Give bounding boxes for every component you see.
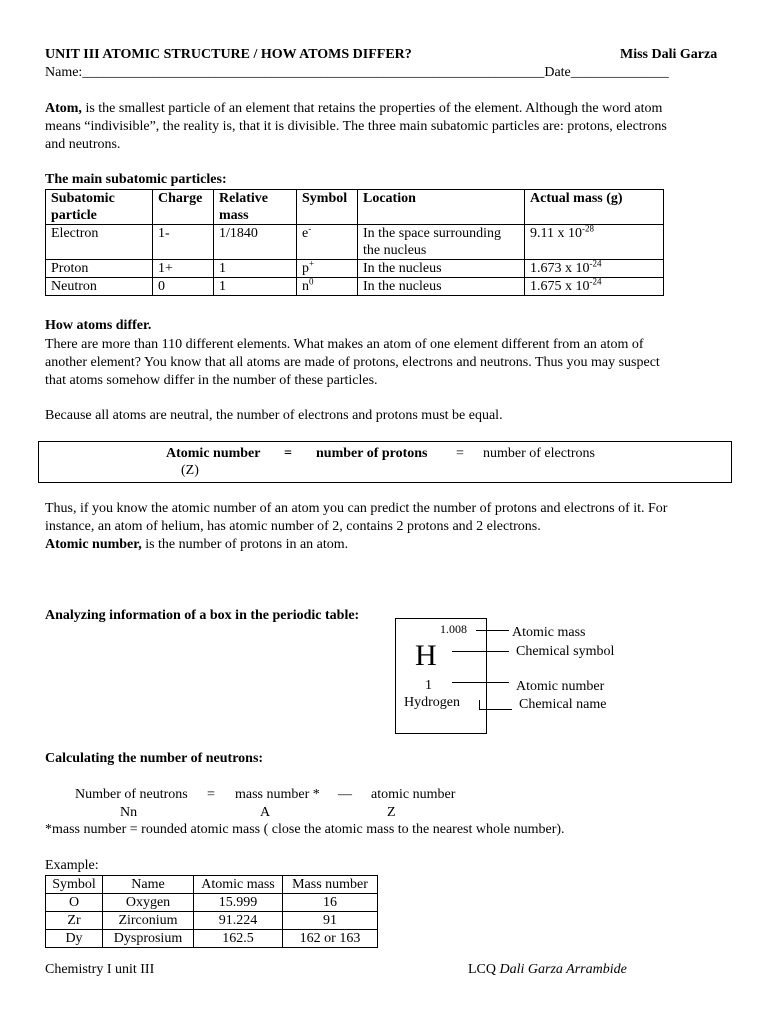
formula-protons: number of protons: [316, 446, 428, 461]
header-cell: Mass number: [283, 876, 378, 894]
cell-symbol: Zr: [46, 912, 103, 930]
label-chemical-symbol: Chemical symbol: [516, 644, 615, 659]
formula-neutrons-equals: =: [207, 787, 215, 802]
cell-mass-number: 16: [283, 894, 378, 912]
label-atomic-mass: Atomic mass: [512, 625, 586, 640]
symbol-superscript: +: [309, 258, 315, 269]
cell-symbol: O: [46, 894, 103, 912]
table-header-row: [46, 876, 378, 894]
formula-neutrons-lhs: Number of neutrons: [75, 787, 188, 802]
footer-left: Chemistry I unit III: [45, 962, 155, 977]
neutrons-heading: Calculating the number of neutrons:: [45, 751, 264, 766]
formula-atomic-number: atomic number: [371, 787, 456, 802]
symbol-superscript: -: [308, 223, 312, 234]
header-cell: Name: [103, 876, 194, 894]
cell-atomic-mass: 91.224: [194, 912, 283, 930]
header-cell: Actual mass (g): [525, 190, 664, 225]
differ-line-1: There are more than 110 different elements. What makes an atom of one element different from an atom of: [45, 337, 644, 352]
neutral-statement: Because all atoms are neutral, the number of electrons and protons must be equal.: [45, 408, 503, 423]
intro-paragraph: [45, 100, 725, 154]
particle-symbol: [297, 278, 358, 296]
formula-minus: —: [338, 787, 352, 802]
mass-exponent: -24: [589, 276, 602, 287]
differ-line-3: that atoms somehow differ in the number of these particles.: [45, 373, 378, 388]
particle-symbol: [297, 260, 358, 278]
formula-mass-number: mass number *: [235, 787, 320, 802]
symbol-letter: n: [302, 279, 309, 294]
footer-right-prefix: LCQ: [468, 962, 500, 977]
example-table: [45, 875, 378, 948]
cell-atomic-mass: 15.999: [194, 894, 283, 912]
formula-electrons: number of electrons: [483, 446, 595, 461]
cell-mass-number: 91: [283, 912, 378, 930]
header-cell: Symbol: [46, 876, 103, 894]
mass-base: 9.11 x 10: [530, 226, 582, 241]
date-blank: ______________: [570, 65, 669, 80]
particle-name: Electron: [46, 225, 153, 260]
particle-actual-mass: [525, 225, 664, 260]
particles-table: [45, 189, 664, 296]
table-header-row: [46, 190, 664, 225]
particle-location: In the space surrounding the nucleus: [358, 225, 525, 260]
mass-number-note: *mass number = rounded atomic mass ( close the atomic mass to the nearest whole number).: [45, 822, 565, 837]
particle-charge: 1-: [153, 225, 214, 260]
cell-name: Oxygen: [103, 894, 194, 912]
table-row: [46, 930, 378, 948]
element-name: Hydrogen: [404, 695, 460, 710]
differ-paragraph: [45, 336, 725, 390]
header-cell: Location: [358, 190, 525, 225]
table-row: [46, 260, 664, 278]
particle-actual-mass: [525, 278, 664, 296]
particle-location: In the nucleus: [358, 278, 525, 296]
cell-symbol: Dy: [46, 930, 103, 948]
atomic-mass-pointer: [476, 630, 509, 631]
element-symbol: H: [415, 639, 437, 672]
particle-name: Proton: [46, 260, 153, 278]
thus-paragraph: [45, 500, 725, 554]
header-cell: Subatomic particle: [46, 190, 153, 225]
particle-name: Neutron: [46, 278, 153, 296]
footer-right: [468, 962, 627, 978]
particle-location: In the nucleus: [358, 260, 525, 278]
particle-relative-mass: 1: [214, 278, 297, 296]
intro-line-1: is the smallest particle of an element that retains the properties of the element. Although the word atom: [81, 101, 663, 116]
chemical-symbol-pointer: [452, 651, 509, 652]
particle-charge: 1+: [153, 260, 214, 278]
cell-mass-number: 162 or 163: [283, 930, 378, 948]
thus-line-2: instance, an atom of helium, has atomic number of 2, contains 2 protons and 2 electrons.: [45, 519, 541, 534]
cell-atomic-mass: 162.5: [194, 930, 283, 948]
formula-nn: Nn: [120, 805, 138, 820]
periodic-heading: Analyzing information of a box in the periodic table:: [45, 608, 360, 623]
formula-atomic-number: Atomic number: [166, 446, 261, 461]
formula-equals-1: =: [284, 446, 292, 461]
chemical-name-pointer: [479, 709, 512, 710]
cell-name: Dysprosium: [103, 930, 194, 948]
thus-line-1: Thus, if you know the atomic number of an atom you can predict the number of protons and electrons of it. For: [45, 501, 668, 516]
page-title: UNIT III ATOMIC STRUCTURE / HOW ATOMS DIFFER?: [45, 47, 412, 62]
atomic-number-pointer: [452, 682, 509, 683]
particle-relative-mass: 1/1840: [214, 225, 297, 260]
intro-term: Atom,: [45, 101, 82, 116]
label-chemical-name: Chemical name: [519, 697, 607, 712]
periodic-element-box: [395, 618, 487, 734]
name-blank: __________________________________________________________________: [82, 65, 545, 80]
differ-line-2: another element? You know that all atoms are made of protons, electrons and neutrons. Thus you may suspect: [45, 355, 660, 370]
particles-heading: The main subatomic particles:: [45, 172, 227, 187]
particle-actual-mass: [525, 260, 664, 278]
footer-author: Dali Garza Arrambide: [499, 962, 627, 977]
formula-equals-2: =: [456, 446, 464, 461]
header-cell: Atomic mass: [194, 876, 283, 894]
definition-text: is the number of protons in an atom.: [141, 537, 349, 552]
teacher-name: Miss Dali Garza: [620, 47, 718, 62]
definition-term: Atomic number,: [45, 537, 142, 552]
table-row: [46, 225, 664, 260]
intro-line-2: means “indivisible”, the reality is, that it is divisible. The three main subatomic particles are: protons, electrons: [45, 119, 667, 134]
mass-exponent: -24: [589, 258, 602, 269]
atomic-number-formula-box: [38, 441, 732, 483]
symbol-letter: p: [302, 261, 309, 276]
chemical-name-pointer-tick: [479, 700, 480, 710]
header-cell: Charge: [153, 190, 214, 225]
name-line: [45, 65, 669, 81]
element-atomic-number: 1: [425, 678, 432, 693]
name-label: Name:: [45, 65, 83, 80]
particle-relative-mass: 1: [214, 260, 297, 278]
formula-z-neutrons: Z: [387, 805, 396, 820]
element-atomic-mass: 1.008: [440, 622, 467, 636]
intro-line-3: and neutrons.: [45, 137, 121, 152]
example-label: Example:: [45, 858, 99, 873]
date-label: Date: [544, 65, 571, 80]
mass-base: 1.673 x 10: [530, 261, 590, 276]
mass-base: 1.675 x 10: [530, 279, 590, 294]
formula-z: (Z): [181, 463, 199, 478]
formula-a: A: [260, 805, 271, 820]
table-row: [46, 912, 378, 930]
symbol-superscript: 0: [309, 276, 314, 287]
particle-symbol: [297, 225, 358, 260]
table-row: [46, 278, 664, 296]
cell-name: Zirconium: [103, 912, 194, 930]
mass-exponent: -28: [581, 223, 594, 234]
particle-charge: 0: [153, 278, 214, 296]
header-cell: Relative mass: [214, 190, 297, 225]
header-cell: Symbol: [297, 190, 358, 225]
symbol-letter: e: [302, 226, 309, 241]
table-row: [46, 894, 378, 912]
label-atomic-number: Atomic number: [516, 679, 605, 694]
differ-heading: How atoms differ.: [45, 318, 152, 333]
